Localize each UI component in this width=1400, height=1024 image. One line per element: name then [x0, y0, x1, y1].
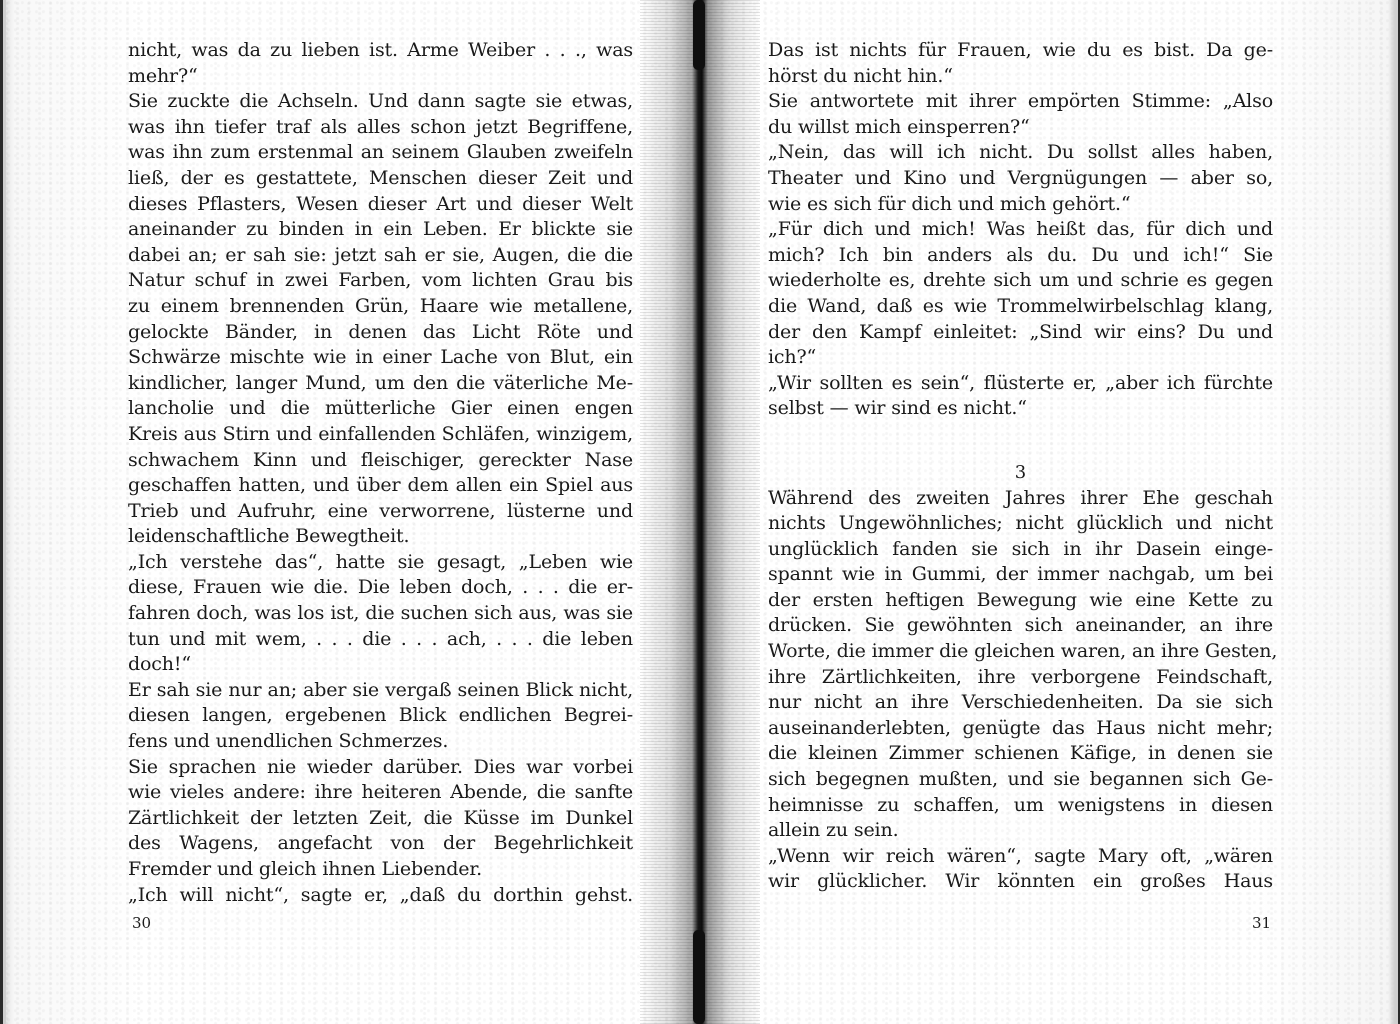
text-line: die kleinen Zimmer schienen Käfige, in denen sie	[768, 742, 1273, 765]
text-line: drücken. Sie gewöhnten sich aneinander, an ihre	[768, 614, 1273, 637]
text-line: auseinanderlebten, genügte das Haus nicht mehr;	[768, 716, 1273, 739]
text-line: mehr?“	[128, 64, 198, 87]
left-page-text	[128, 38, 633, 908]
text-line: lancholie und die mütterliche Gier einen engen	[128, 397, 633, 420]
text-line: „Wenn wir reich wären“, sagte Mary oft, „wären	[768, 844, 1273, 867]
right-page-number: 31	[1252, 914, 1272, 932]
text-line: ihre Zärtlichkeiten, ihre verborgene Feindschaft,	[768, 665, 1273, 688]
text-line: unglücklich fanden sie sich in ihr Dasein einge-	[768, 537, 1273, 560]
text-line: tun und mit wem, . . . die . . . ach, . . . die leben	[128, 627, 633, 650]
right-page-dialogue-block	[768, 38, 1273, 422]
text-line: ich?“	[768, 346, 817, 369]
text-line: nur nicht an ihre Verschiedenheiten. Da sie sich	[768, 691, 1273, 714]
text-line: was ihn tiefer traf als alles schon jetzt Begriffene,	[128, 115, 633, 138]
text-line: selbst — wir sind es nicht.“	[768, 397, 1027, 420]
text-line: sich begegnen mußten, und sie begannen sich Ge-	[768, 768, 1273, 791]
text-line: diesen langen, ergebenen Blick endlichen Begrei-	[128, 704, 633, 727]
text-line: Schwärze mischte wie in einer Lache von Blut, ein	[128, 346, 633, 369]
text-line: Worte, die immer die gleichen waren, an ihre Gesten,	[768, 640, 1278, 663]
text-line: heimnisse zu schaffen, um wenigstens in diesen	[768, 793, 1273, 816]
text-line: kindlicher, langer Mund, um den die väterliche Me-	[128, 371, 633, 394]
binding-thread-top	[693, 0, 705, 70]
section-number: 3	[1014, 461, 1027, 483]
text-line: Sie antwortete mit ihrer empörten Stimme: „Also	[768, 90, 1273, 113]
left-page-edge	[0, 0, 14, 1024]
text-line: dieses Pflasters, Wesen dieser Art und dieser Welt	[128, 192, 633, 215]
text-line: „Für dich und mich! Was heißt das, für dich und	[768, 218, 1273, 241]
text-line: Sie zuckte die Achseln. Und dann sagte sie etwas,	[128, 90, 633, 113]
right-page-section-body	[768, 486, 1278, 896]
text-line: „Ich verstehe das“, hatte sie gesagt, „Leben wie	[128, 550, 633, 573]
text-line: „Wir sollten es sein“, flüsterte er, „aber ich fürchte	[768, 371, 1273, 394]
text-line: wir glücklicher. Wir könnten ein großes Haus	[768, 870, 1273, 893]
text-line: spannt wie in Gummi, der immer nachgab, um bei	[768, 563, 1273, 586]
text-line: Das ist nichts für Frauen, wie du es bist. Da ge-	[768, 39, 1273, 61]
text-line: nicht, was da zu lieben ist. Arme Weiber . . ., was	[128, 39, 633, 61]
text-line: Er sah sie nur an; aber sie vergaß seinen Blick nicht,	[128, 678, 633, 701]
text-line: wie vieles andere: ihre heiteren Abende, die sanfte	[128, 781, 633, 804]
text-line: leidenschaftliche Bewegtheit.	[128, 525, 410, 548]
text-line: wie es sich für dich und mich gehört.“	[768, 192, 1131, 215]
text-line: fahren doch, was los ist, die suchen sich aus, was sie	[128, 602, 633, 625]
text-line: aneinander zu binden in ein Leben. Er blickte sie	[128, 218, 633, 241]
text-line: Während des zweiten Jahres ihrer Ehe geschah	[768, 486, 1273, 509]
text-line: die Wand, daß es wie Trommelwirbelschlag klang,	[768, 294, 1273, 317]
binding-thread-bottom	[693, 930, 705, 1024]
left-page-number: 30	[132, 914, 152, 932]
text-line: mich? Ich bin anders als du. Du und ich!“ Sie	[768, 243, 1273, 266]
right-page-text	[768, 38, 1278, 895]
text-line: dabei an; er sah sie: jetzt sah er sie, Augen, die die	[128, 243, 633, 266]
text-line: diese, Frauen wie die. Die leben doch, . . . die er-	[128, 576, 633, 599]
text-line: doch!“	[128, 653, 191, 676]
text-line: des Wagens, angefacht von der Begehrlichkeit	[128, 832, 633, 855]
text-line: was ihn zum erstenmal an seinem Glauben zweifeln	[128, 141, 633, 164]
text-line: Natur schuf in zwei Farben, vom lichten Grau bis	[128, 269, 633, 292]
text-line: allein zu sein.	[768, 819, 899, 842]
text-line: Theater und Kino und Vergnügungen — aber so,	[768, 166, 1273, 189]
text-line: wiederholte es, drehte sich um und schrie es gegen	[768, 269, 1273, 292]
text-line: „Ich will nicht“, sagte er, „daß du dorthin gehst.	[128, 883, 633, 906]
text-line: fens und unendlichen Schmerzes.	[128, 730, 449, 753]
text-line: schwachem Kinn und fleischiger, gereckter Nase	[128, 448, 633, 471]
text-line: Fremder und gleich ihnen Liebender.	[128, 858, 483, 880]
text-line: du willst mich einsperren?“	[768, 115, 1030, 138]
text-line: Trieb und Aufruhr, eine verworrene, lüsterne und	[128, 499, 633, 522]
text-line: „Nein, das will ich nicht. Du sollst alles haben,	[768, 141, 1273, 164]
right-page-edge	[1388, 0, 1400, 1024]
text-line: geschaffen hatten, und über dem allen ein Spiel aus	[128, 474, 633, 497]
text-line: hörst du nicht hin.“	[768, 64, 953, 87]
text-line: Zärtlichkeit der letzten Zeit, die Küsse im Dunkel	[128, 806, 633, 829]
book-gutter	[640, 0, 760, 1024]
text-line: nichts Ungewöhnliches; nicht glücklich und nicht	[768, 512, 1273, 535]
text-line: Kreis aus Stirn und einfallenden Schläfen, winzigem,	[128, 422, 633, 445]
text-line: zu einem brennenden Grün, Haare wie metallene,	[128, 294, 633, 317]
text-line: ließ, der es gestattete, Menschen dieser Zeit und	[128, 166, 633, 189]
text-line: Sie sprachen nie wieder darüber. Dies war vorbei	[128, 755, 633, 778]
text-line: gelockte Bänder, in denen das Licht Röte und	[128, 320, 633, 343]
text-line: der den Kampf einleitet: „Sind wir eins? Du und	[768, 320, 1273, 343]
text-line: der ersten heftigen Bewegung wie eine Kette zu	[768, 588, 1273, 611]
